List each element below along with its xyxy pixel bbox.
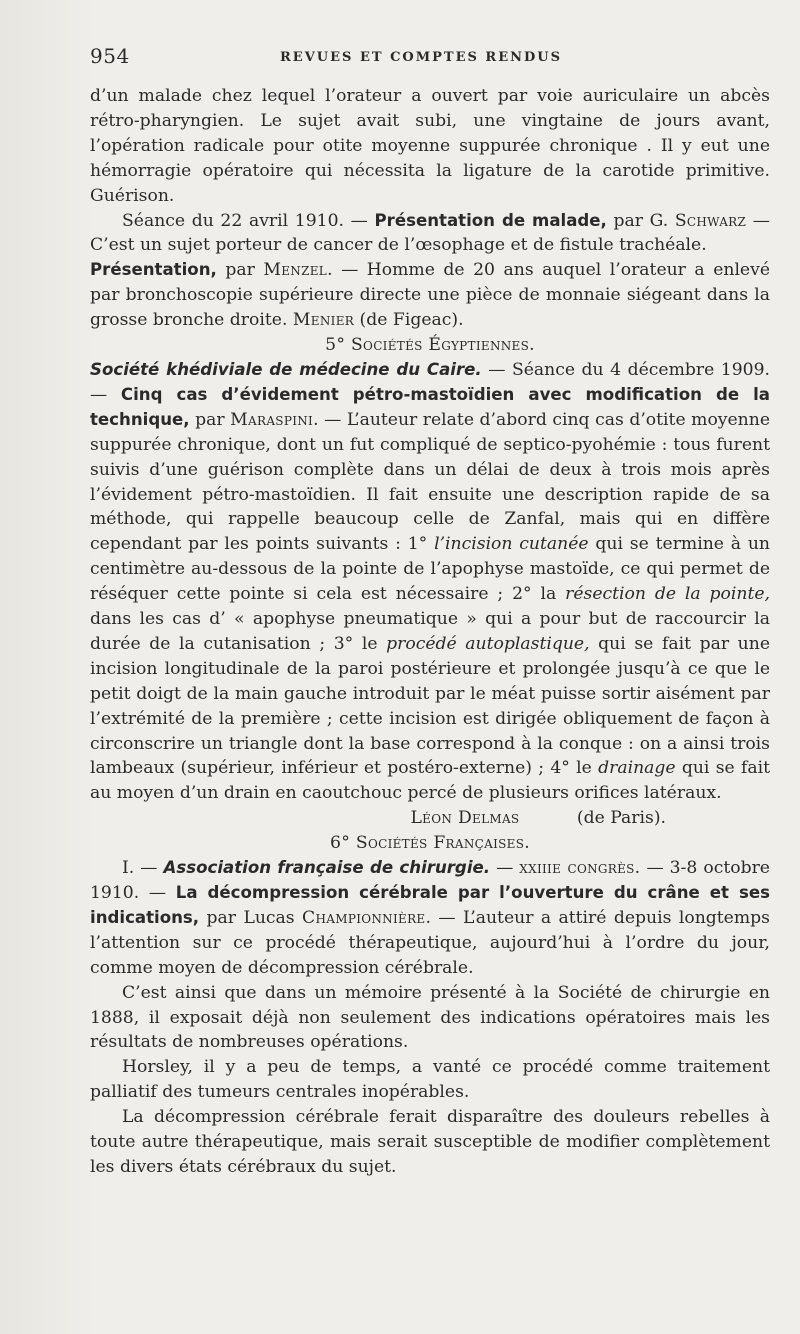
article-body: [90, 84, 770, 1180]
paragraph-text: . — L’auteur relate d’abord cinq cas d’otite moyenne suppurée chronique, dont un fut compliqué de septico-pyohémie : tous furent suivis d’une guérison complète dans un délai de deux à trois mois après l’évidement pétro-mastoïdien. Il fait ensuite une description rapide de sa méthode, qui rappelle beaucoup celle de Zanfal, mais qui en diffère cependant par les points suivants : 1°: [90, 409, 770, 555]
author-name: Menzel: [263, 260, 328, 281]
signature-name: Léon Delmas: [410, 808, 520, 829]
signature-place: (de Figeac).: [354, 310, 464, 331]
paragraph-text: qui se termine à un centimètre au-dessous de la pointe de l’apophyse mastoïde, ce qui permet de réséquer cette pointe si cela est nécessaire ; 2° la: [90, 534, 770, 605]
paragraph-7: Horsley, il y a peu de temps, a vanté ce procédé comme traitement palliatif des tumeurs centrales inopérables.: [90, 1057, 770, 1103]
signature-line: [90, 806, 770, 831]
society-name: Société khédiviale de médecine du Caire.: [90, 359, 482, 379]
page-header: [90, 44, 770, 84]
by-text: par Lucas: [199, 907, 303, 928]
session-date: Séance du 22 avril 1910. —: [122, 210, 375, 231]
communication-title: La décompression cérébrale par l’ouverture du crâne et ses indications,: [90, 883, 771, 927]
paragraph-text: dans les cas d’ « apophyse pneumatique » qui a pour but de raccourcir la durée de la cutanisation ; 3° le: [90, 609, 770, 654]
paragraph-3: [90, 258, 770, 333]
session-date: — 3-8 octobre 1910. —: [90, 858, 770, 903]
by-text: par: [216, 260, 264, 281]
paragraph-text: . — L’auteur a attiré depuis longtemps l’attention sur ce procédé thérapeutique, aujourd’hui à l’ordre du jour, comme moyen de décompression cérébrale.: [90, 907, 770, 978]
italic-term: procédé autoplastique,: [386, 633, 590, 654]
section-heading-egypt: 5° Sociétés Égyptiennes.: [325, 335, 535, 356]
paragraph-text: qui se fait au moyen d’un drain en caoutchouc percé de plusieurs orifices latéraux.: [90, 758, 770, 804]
paragraph-8: La décompression cérébrale ferait disparaître des douleurs rebelles à toute autre thérapeutique, mais serait susceptible de modifier complètement les divers états cérébraux du sujet.: [90, 1107, 770, 1177]
presentation-title: Présentation de malade,: [374, 210, 607, 230]
congress-label: xxiiie congrès.: [519, 858, 641, 879]
paragraph-1: d’un malade chez lequel l’orateur a ouvert par voie auriculaire un abcès rétro-pharyngien. Le sujet avait subi, une vingtaine de jours avant, l’opération radicale pour otite moyenne suppurée chronique . Il y eut une hémorragie opératoire qui nécessita la ligature de la carotide primitive. Guérison.: [90, 86, 770, 206]
by-text: par G.: [606, 210, 675, 231]
item-number: I. —: [122, 858, 164, 879]
separator: —: [490, 858, 520, 879]
signature-place: (de Paris).: [571, 808, 666, 829]
running-head: REVUES ET COMPTES RENDUS: [280, 50, 562, 65]
italic-term: l’incision cutanée: [434, 534, 589, 555]
paragraph-2: [90, 209, 770, 259]
society-name: Association française de chirurgie.: [163, 858, 491, 878]
author-name: Schwarz: [674, 210, 747, 231]
signature: [410, 806, 718, 831]
by-text: par: [189, 409, 231, 430]
communication-title: Cinq cas d’évidement pétro-mastoïdien avec modification de la technique,: [90, 384, 770, 429]
italic-term: drainage: [598, 758, 676, 779]
italic-term: résection de la pointe,: [565, 584, 771, 605]
section-heading-france: 6° Sociétés Françaises.: [329, 833, 530, 854]
session-date: — Séance du 4 décembre 1909. —: [90, 359, 770, 405]
author-name: Championnière: [302, 907, 426, 928]
paragraph-4: [90, 358, 770, 806]
paragraph-text: qui se fait par une incision longitudinale de la paroi postérieure et prolongée jusqu’à ce que le petit doigt de la main gauche introduit par le méat puisse sortir aisément par l’extrémité de la première ; cette incision est dirigée obliquement de façon à circonscrire un triangle dont la base correspond à la conque : on a ainsi trois lambeaux (supérieur, inférieur et postéro-externe) ; 4° le: [90, 633, 770, 779]
paragraph-6: C’est ainsi que dans un mémoire présenté à la Société de chirurgie en 1888, il exposait déjà non seulement des indications opératoires mais les résultats de nombreuses opérations.: [90, 982, 770, 1053]
paragraph-text: — C’est un sujet porteur de cancer de l’œsophage et de fistule trachéale.: [90, 210, 770, 256]
page-number: 954: [90, 44, 130, 68]
signature-name: Menier: [292, 310, 355, 331]
paragraph-text: . — Homme de 20 ans auquel l’orateur a enlevé par bronchoscopie supérieure directe une pièce de monnaie siégeant dans la grosse bronche droite.: [90, 260, 770, 331]
paragraph-5: [90, 856, 770, 981]
presentation-title: Présentation,: [90, 260, 217, 280]
author-name: Maraspini: [230, 409, 314, 430]
